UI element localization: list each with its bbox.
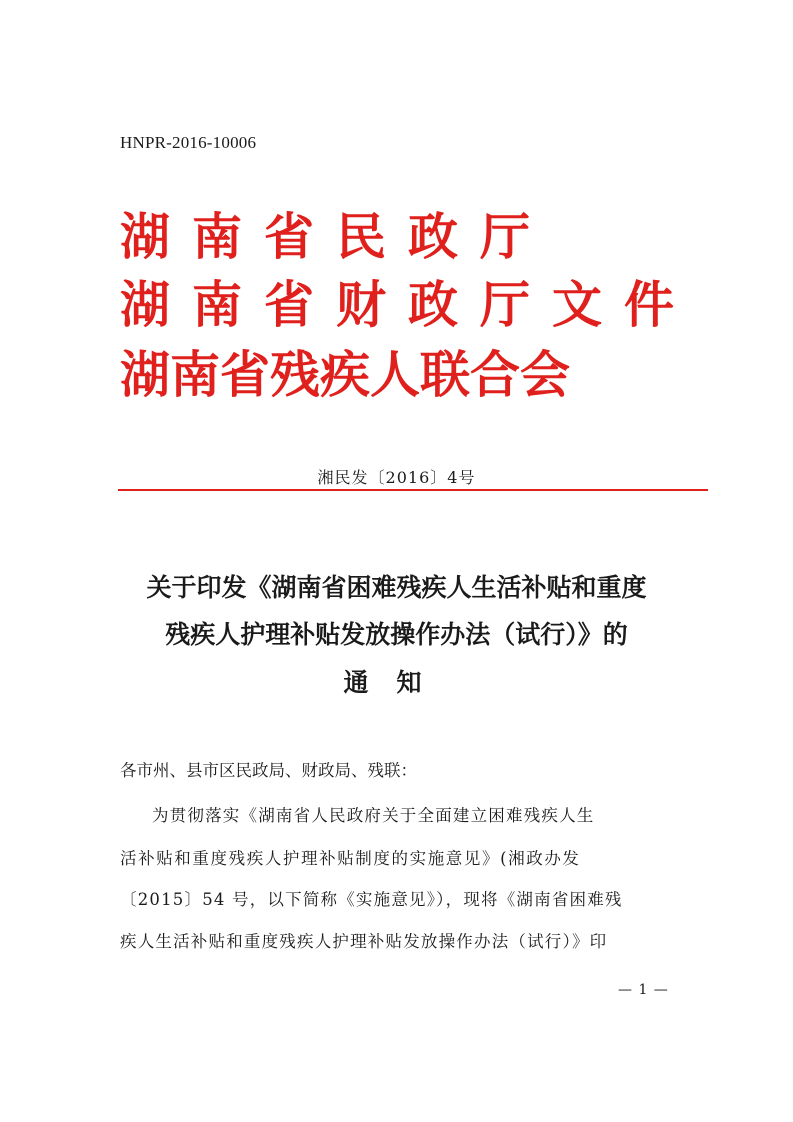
issuer-header-line-3: 湖南省残疾人联合会	[120, 346, 570, 404]
notice-title-line-1: 关于印发《湖南省困难残疾人生活补贴和重度	[146, 573, 647, 602]
body-line: 为贯彻落实《湖南省人民政府关于全面建立困难残疾人生	[152, 806, 595, 825]
red-divider-line	[118, 489, 708, 491]
page-number: — 1 —	[618, 982, 669, 998]
issuer-header-line-1: 湖南省民政厅	[120, 208, 552, 266]
issuer-header-line-2: 湖南省财政厅文件	[120, 276, 696, 334]
document-number: 湘民发〔2016〕4号	[317, 468, 476, 487]
body-line: 活补贴和重度残疾人护理补贴制度的实施意见》(湘政办发	[120, 849, 581, 868]
body-line: 疾人生活补贴和重度残疾人护理补贴发放操作办法（试行）》印	[120, 932, 608, 951]
notice-title-line-3: 通知	[343, 668, 450, 697]
document-code: HNPR-2016-10006	[120, 133, 257, 152]
notice-title-line-2: 残疾人护理补贴发放操作办法（试行）》的	[165, 620, 628, 649]
salutation: 各市州、县市区民政局、财政局、残联：	[120, 761, 417, 780]
body-line: 〔2015〕54 号，以下简称《实施意见》），现将《湖南省困难残	[120, 890, 623, 909]
